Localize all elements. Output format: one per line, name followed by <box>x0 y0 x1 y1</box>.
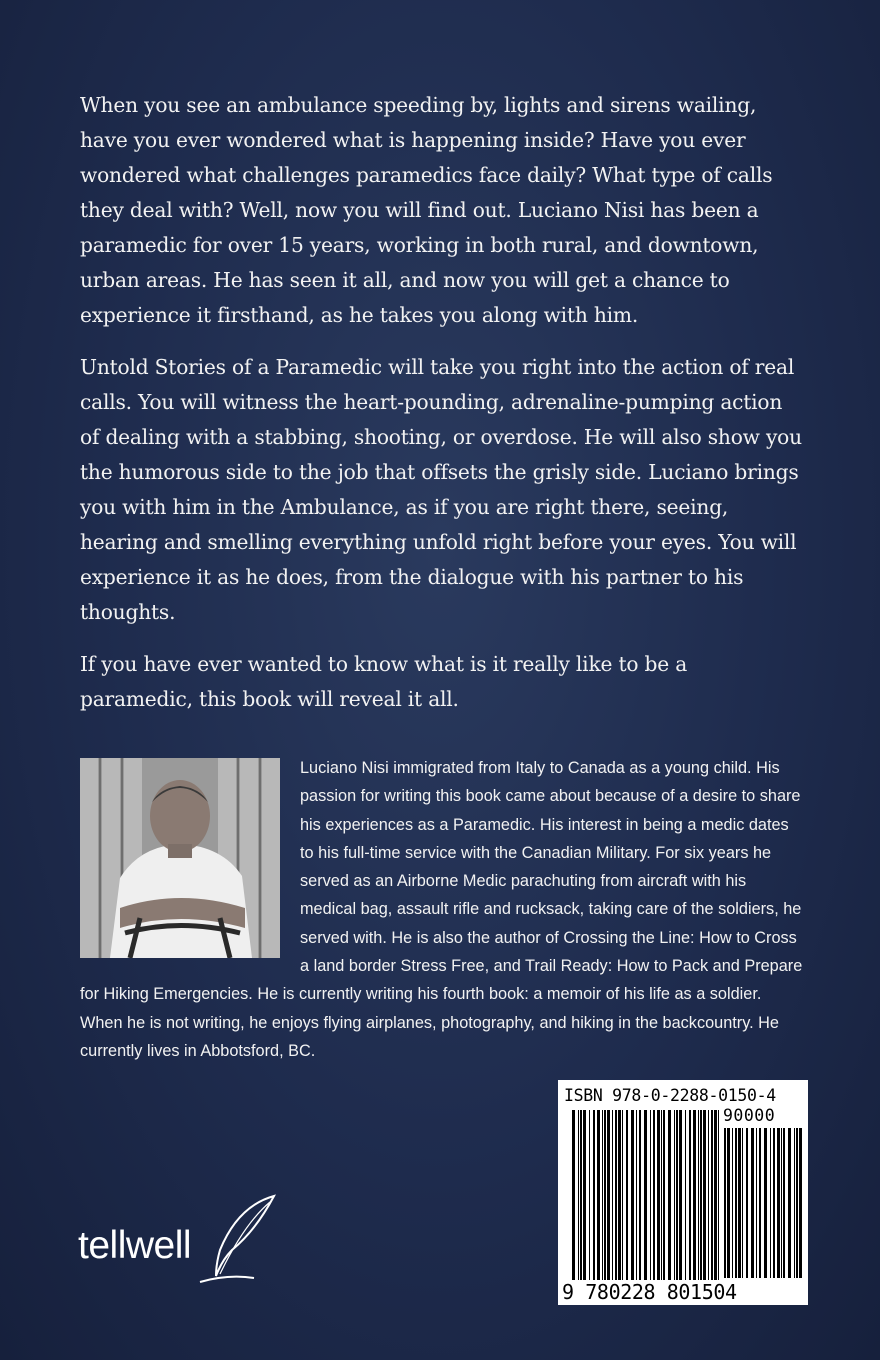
blurb-paragraph-2: Untold Stories of a Paramedic will take you right into the action of real calls. You will witness the heart-pounding, adrenaline-pumping action of dealing with a stabbing, shooting, or overdose. He will also show you the humorous side to the job that offsets the grisly side. Luciano brings you with him in the Ambulance, as if you are right there, seeing, hearing and smelling everything unfold right before your eyes. You will experience it as he does, from the dialogue with his partner to his thoughts. <box>80 355 802 624</box>
publisher-logo <box>78 1190 288 1290</box>
addon-barcode-bars <box>724 1128 802 1278</box>
blurb-paragraph-1: When you see an ambulance speeding by, lights and sirens wailing, have you ever wondered what is happening inside? Have you ever wondered what challenges paramedics face daily? What type of calls they deal with? Well, now you will find out. Luciano Nisi has been a paramedic for over 15 years, working in both rural, and downtown, urban areas. He has seen it all, and now you will get a chance to experience it firsthand, as he takes you along with him. <box>80 93 773 327</box>
publisher-name: tellwell <box>78 1224 192 1267</box>
quill-icon <box>198 1190 278 1285</box>
isbn-barcode <box>558 1080 808 1305</box>
author-section <box>80 754 805 1065</box>
blurb-paragraph-3: If you have ever wanted to know what is it really like to be a paramedic, this book will reveal it all. <box>80 652 688 711</box>
author-bio: Luciano Nisi immigrated from Italy to Canada as a young child. His passion for writing this book came about because of a desire to share his experiences as a Paramedic. His interest in being a medic dates to his full-time service with the Canadian Military. For six years he served as an Airborne Medic parachuting from aircraft with his medical bag, assault rifle and rucksack, taking care of the soldiers, he served with. He is also the author of Crossing the Line: How to Cross a land border Stress Free, and Trail Ready: How to Pack and Prepare for Hiking Emergencies. He is currently writing his fourth book: a memoir of his life as a soldier. When he is not writing, he enjoys flying airplanes, photography, and hiking in the backcountry. He currently lives in Abbotsford, BC. <box>80 759 803 1060</box>
price-code: 90000 <box>723 1106 776 1125</box>
back-cover-blurb <box>80 88 802 734</box>
ean-barcode-bars <box>572 1110 722 1295</box>
isbn-label: ISBN 978-0-2288-0150-4 <box>564 1086 776 1105</box>
author-photo <box>80 758 280 958</box>
ean-digits: 9 780228 801504 <box>562 1280 737 1304</box>
